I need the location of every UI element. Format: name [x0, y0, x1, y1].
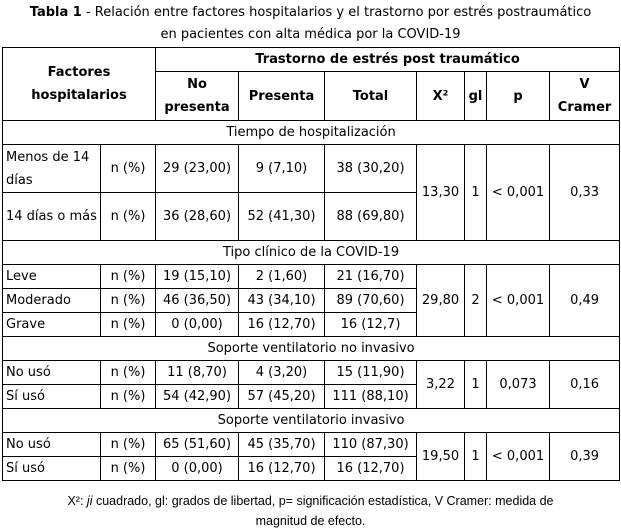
chi-cell: 29,80 [417, 265, 465, 337]
no-presenta-cell: 36 (28,60) [156, 193, 239, 241]
chi-cell: 19,50 [417, 433, 465, 481]
unit-cell: n (%) [101, 145, 156, 193]
no-presenta-cell: 0 (0,00) [156, 313, 239, 337]
unit-cell: n (%) [101, 193, 156, 241]
total-cell: 16 (12,70) [325, 457, 417, 481]
v-cramer-cell: 0,33 [550, 145, 620, 241]
v-cramer-cell: 0,39 [550, 433, 620, 481]
gl-cell: 1 [465, 145, 487, 241]
total-cell: 21 (16,70) [325, 265, 417, 289]
header-total: Total [325, 72, 417, 121]
p-cell: < 0,001 [487, 145, 550, 241]
table-caption [0, 0, 621, 46]
header-factors: Factores hospitalarios [3, 48, 156, 121]
v-cramer-cell: 0,16 [550, 361, 620, 409]
results-table [2, 47, 620, 481]
no-presenta-cell: 46 (36,50) [156, 289, 239, 313]
no-presenta-cell: 19 (15,10) [156, 265, 239, 289]
total-cell: 88 (69,80) [325, 193, 417, 241]
total-cell: 38 (30,20) [325, 145, 417, 193]
unit-cell: n (%) [101, 289, 156, 313]
p-cell: 0,073 [487, 361, 550, 409]
caption-text-line2: en pacientes con alta médica por la COVID-19 [160, 27, 461, 42]
presenta-cell: 16 (12,70) [239, 313, 325, 337]
gl-cell: 1 [465, 361, 487, 409]
no-presenta-cell: 29 (23,00) [156, 145, 239, 193]
section-title: Soporte ventilatorio invasivo [3, 409, 620, 433]
unit-cell: n (%) [101, 361, 156, 385]
chi-cell: 3,22 [417, 361, 465, 409]
total-cell: 15 (11,90) [325, 361, 417, 385]
total-cell: 16 (12,7) [325, 313, 417, 337]
header-chi: X² [417, 72, 465, 121]
footnote-ji: ji [86, 494, 93, 508]
factor-cell: No usó [3, 433, 101, 457]
footnote-line1: cuadrado, gl: grados de libertad, p= significación estadística, V Cramer: medida de [92, 494, 554, 508]
no-presenta-cell: 65 (51,60) [156, 433, 239, 457]
header-no-presenta: No presenta [156, 72, 239, 121]
factor-cell: Sí usó [3, 385, 101, 409]
section-title: Tiempo de hospitalización [3, 121, 620, 145]
total-cell: 89 (70,60) [325, 289, 417, 313]
presenta-cell: 16 (12,70) [239, 457, 325, 481]
header-group: Trastorno de estrés post traumático [156, 48, 620, 72]
factor-cell: Moderado [3, 289, 101, 313]
factor-cell: Leve [3, 265, 101, 289]
table-footnote [0, 491, 621, 531]
section-title: Tipo clínico de la COVID-19 [3, 241, 620, 265]
caption-text-line1: - Relación entre factores hospitalarios y el trastorno por estrés postraumático [81, 5, 592, 20]
factor-cell: No usó [3, 361, 101, 385]
no-presenta-cell: 54 (42,90) [156, 385, 239, 409]
no-presenta-cell: 0 (0,00) [156, 457, 239, 481]
unit-cell: n (%) [101, 385, 156, 409]
caption-label: Tabla 1 [29, 5, 82, 20]
header-gl: gl [465, 72, 487, 121]
presenta-cell: 45 (35,70) [239, 433, 325, 457]
factor-cell: Grave [3, 313, 101, 337]
section-title: Soporte ventilatorio no invasivo [3, 337, 620, 361]
gl-cell: 1 [465, 433, 487, 481]
factor-cell: Sí usó [3, 457, 101, 481]
no-presenta-cell: 11 (8,70) [156, 361, 239, 385]
chi-cell: 13,30 [417, 145, 465, 241]
factor-cell: 14 días o más [3, 193, 101, 241]
presenta-cell: 9 (7,10) [239, 145, 325, 193]
v-cramer-cell: 0,49 [550, 265, 620, 337]
footnote-symbol: X²: [67, 494, 87, 508]
total-cell: 110 (87,30) [325, 433, 417, 457]
presenta-cell: 43 (34,10) [239, 289, 325, 313]
presenta-cell: 52 (41,30) [239, 193, 325, 241]
factor-cell: Menos de 14 días [3, 145, 101, 193]
header-p: p [487, 72, 550, 121]
unit-cell: n (%) [101, 433, 156, 457]
header-presenta: Presenta [239, 72, 325, 121]
header-v-cramer: V Cramer [550, 72, 620, 121]
gl-cell: 2 [465, 265, 487, 337]
presenta-cell: 57 (45,20) [239, 385, 325, 409]
unit-cell: n (%) [101, 313, 156, 337]
presenta-cell: 2 (1,60) [239, 265, 325, 289]
presenta-cell: 4 (3,20) [239, 361, 325, 385]
p-cell: < 0,001 [487, 265, 550, 337]
unit-cell: n (%) [101, 457, 156, 481]
unit-cell: n (%) [101, 265, 156, 289]
p-cell: < 0,001 [487, 433, 550, 481]
footnote-line2: magnitud de efecto. [255, 514, 366, 528]
total-cell: 111 (88,10) [325, 385, 417, 409]
